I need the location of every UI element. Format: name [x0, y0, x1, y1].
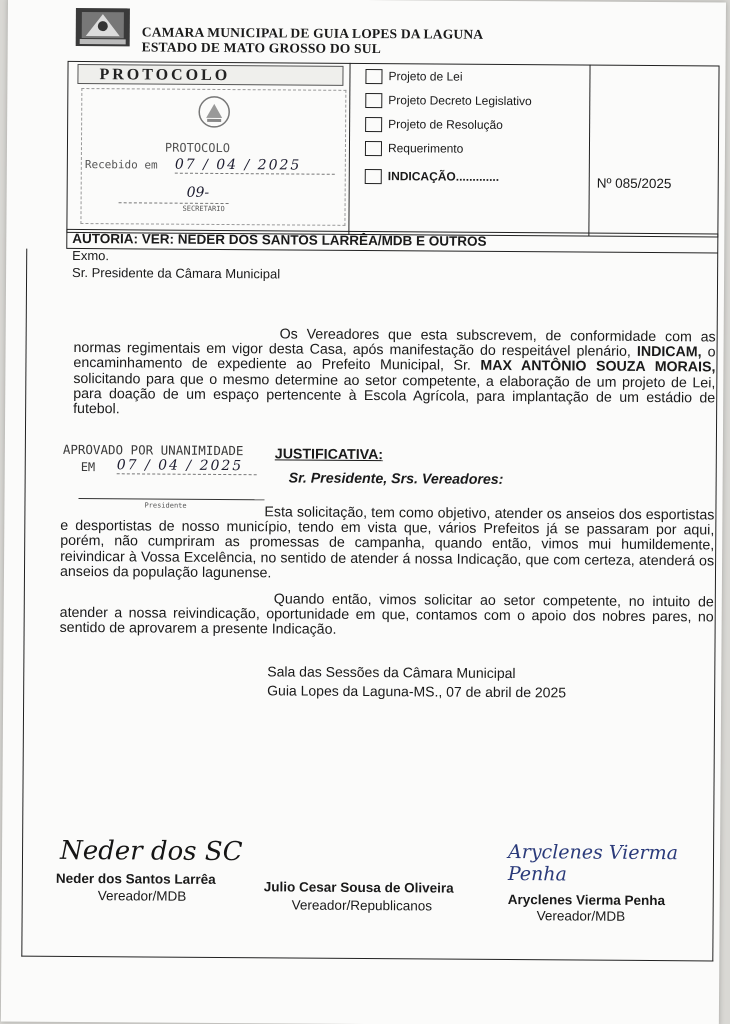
stamp-label: PROTOCOLO — [164, 140, 231, 156]
salutation-exmo: Exmo. — [72, 247, 110, 264]
document-number: Nº 085/2025 — [596, 175, 672, 192]
signer-name: Julio Cesar Sousa de Oliveira — [263, 879, 454, 896]
signature-aryclenes: Aryclenes Vierma Penha — [507, 841, 679, 886]
municipal-crest-icon — [74, 6, 132, 48]
signer-name: Neder dos Santos Larrêa — [55, 870, 216, 887]
secretary-label: SECRETARIO — [182, 204, 225, 214]
option-decreto-legislativo[interactable]: Projeto Decreto Legislativo — [365, 92, 532, 109]
chamber-name: CAMARA MUNICIPAL DE GUIA LOPES DA LAGUNA — [141, 24, 484, 42]
stamp-received-label: Recebido em — [84, 158, 158, 172]
president-label: Presidente — [144, 501, 187, 510]
addressee: Sr. Presidente da Câmara Municipal — [72, 264, 281, 282]
authorship-text: AUTORIA: VER: NEDER DOS SANTOS LARRÊA/MDB E OUTROS — [72, 230, 487, 249]
justification-paragraph: Esta solicitação, tem como objetivo, atender os anseios dos esportistas e desportistas de nosso município, tendo em vista que, vários Prefeitos já se passaram por aqui, porém, não cumpriram as promessas de campanha, quando então, vimos mui humildemente, reivindicar à Vossa Excelência, no sentido de atender á nossa Indicação, que com certeza, atenderá os anseios da população lagunense. — [59, 504, 715, 582]
approval-date: 07 / 04 / 2025 — [117, 457, 257, 475]
closing-paragraph: Quando então, vimos solicitar ao setor competente, no intuito de atender a nossa reivindicação, oportunidade em que, contamos com o apoio dos nobres pares, no sentido de aprovarem a presente Indicação. — [59, 591, 714, 639]
protocol-title: PROTOCOLO — [99, 66, 231, 85]
place-date: Guia Lopes da Laguna-MS., 07 de abril de 2025 — [267, 682, 567, 701]
checkbox-icon[interactable] — [365, 141, 382, 156]
document-page — [1, 0, 726, 1024]
checkbox-icon[interactable] — [365, 169, 382, 184]
option-projeto-de-resolucao[interactable]: Projeto de Resolução — [365, 116, 503, 133]
signer-role: Vereador/MDB — [97, 888, 187, 904]
main-paragraph: Os Vereadores que esta subscrevem, de conformidade com as normas regimentais em vigor desta Casa, após manifestação do respeitável plenário, INDICAM, o encaminhamento de expediente ao Prefeito Municipal, Sr. MAX ANTÔNIO SOUZA MORAIS, solicitando para que o mesmo determine ao setor competente, a elaboração de um projeto de Lei, para doação de um espaço pertencente à Escola Agrícola, para implantação de um estádio de futebol. — [73, 326, 716, 418]
stamp-seal-icon — [197, 95, 231, 129]
justification-heading: JUSTIFICATIVA: — [274, 446, 384, 464]
checkbox-icon[interactable] — [365, 117, 382, 132]
option-requerimento[interactable]: Requerimento — [365, 140, 463, 157]
checkbox-icon[interactable] — [365, 93, 382, 108]
signer-role: Vereador/Republicanos — [291, 897, 433, 914]
signer-role: Vereador/MDB — [536, 908, 626, 924]
approval-stamp: APROVADO POR UNANIMIDADE — [62, 441, 244, 459]
received-date: 07 / 04 / 2025 — [175, 157, 335, 175]
state-name: ESTADO DE MATO GROSSO DO SUL — [141, 39, 381, 57]
signature-neder: Neder dos SC — [59, 835, 243, 868]
option-indicacao[interactable]: INDICAÇÃO............. — [365, 168, 499, 185]
session-room: Sala das Sessões da Câmara Municipal — [267, 663, 516, 682]
approval-date-label: EM — [80, 460, 96, 475]
signer-name: Aryclenes Vierma Penha — [507, 892, 666, 909]
stamp-initials: 09- — [186, 184, 210, 201]
option-projeto-de-lei[interactable]: Projeto de Lei — [365, 68, 462, 85]
greeting: Sr. Presidente, Srs. Vereadores: — [288, 470, 504, 488]
checkbox-icon[interactable] — [365, 69, 382, 84]
